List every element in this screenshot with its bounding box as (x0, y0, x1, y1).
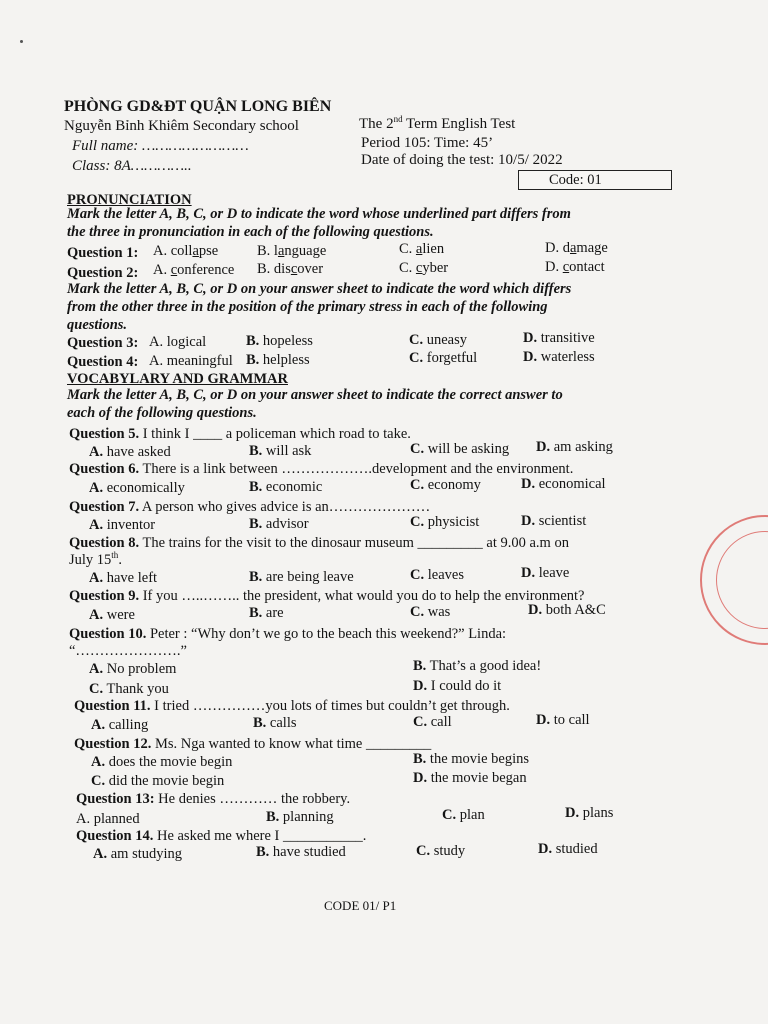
question-13-option-c: C. plan (442, 807, 485, 823)
question-5-option-c: C. will be asking (410, 441, 510, 457)
question-7-stem: Question 7. A person who gives advice is an………………… (69, 499, 431, 515)
test-title: The 2nd Term English Test (359, 114, 516, 132)
official-seal-stamp (700, 515, 768, 645)
question-10-option-a: A. No problem (89, 661, 177, 677)
question-14-stem: Question 14. He asked me where I ___________. (76, 828, 367, 844)
question-5-option-a: A. have asked (89, 444, 171, 460)
question-9-stem: Question 9. If you …..…….. the president, what would you do to help the environment? (69, 588, 585, 604)
question-3-option-c: C. uneasy (409, 332, 467, 348)
question-1-option-a: A. collapse (153, 243, 219, 259)
question-7-option-a: A. inventor (89, 517, 156, 533)
question-3-option-b: B. hopeless (246, 333, 313, 349)
question-2-option-b: B. discover (257, 261, 324, 277)
question-6-option-a: A. economically (89, 480, 185, 496)
page-footer-code: CODE 01/ P1 (324, 898, 397, 913)
question-8-option-d: D. leave (521, 565, 570, 581)
vocabulary-heading: VOCABYLARY AND GRAMMAR (67, 371, 288, 387)
question-2-label: Question 2: (67, 265, 139, 281)
question-9-option-a: A. were (89, 607, 135, 623)
question-8-option-b: B. are being leave (249, 569, 354, 585)
question-4-option-c: C. forgetful (409, 350, 478, 366)
question-11-option-b: B. calls (253, 715, 297, 731)
question-1-label: Question 1: (67, 245, 139, 261)
period-time: Period 105: Time: 45’ (361, 135, 494, 151)
instruction-2-line-3: questions. (67, 317, 128, 333)
department-name: PHÒNG GD&ĐT QUẬN LONG BIÊN (64, 98, 332, 115)
question-5-option-d: D. am asking (536, 439, 613, 455)
question-1-option-d: D. damage (545, 240, 608, 256)
question-7-option-b: B. advisor (249, 516, 309, 532)
instruction-1-line-2: the three in pronunciation in each of the following questions. (67, 224, 434, 240)
question-5-stem: Question 5. I think I ____ a policeman which road to take. (69, 426, 411, 442)
question-10-option-d: D. I could do it (413, 678, 502, 694)
question-10-stem: Question 10. Peter : “Why don’t we go to the beach this weekend?” Linda: (69, 626, 507, 642)
question-12-option-b: B. the movie begins (413, 751, 529, 767)
question-14-option-c: C. study (416, 843, 466, 859)
question-7-option-c: C. physicist (410, 514, 480, 530)
question-12-option-a: A. does the movie begin (91, 754, 233, 770)
class-field: Class: 8A………….. (72, 158, 192, 174)
question-14-option-b: B. have studied (256, 844, 346, 860)
question-2-option-d: D. contact (545, 259, 605, 275)
question-6-stem: Question 6. There is a link between ……………….development and the environment. (69, 461, 574, 477)
question-8-option-c: C. leaves (410, 567, 464, 583)
instruction-2-line-1: Mark the letter A, B, C, or D on your answer sheet to indicate the word which differs (67, 281, 572, 297)
question-11-stem: Question 11. I tried ……………you lots of times but couldn’t get through. (74, 698, 510, 714)
question-14-option-a: A. am studying (93, 846, 183, 862)
question-6-option-d: D. economical (521, 476, 606, 492)
question-4-option-d: D. waterless (523, 349, 595, 365)
code-label: Code: 01 (549, 172, 602, 188)
question-11-option-d: D. to call (536, 712, 590, 728)
speck (20, 40, 23, 43)
code-box (518, 170, 672, 190)
instruction-3-line-2: each of the following questions. (67, 405, 257, 421)
question-4-label: Question 4: (67, 354, 139, 370)
question-8-option-a: A. have left (89, 570, 158, 586)
question-9-option-d: D. both A&C (528, 602, 606, 618)
full-name-field: Full name: …………………… (72, 138, 249, 154)
question-12-option-c: C. did the movie begin (91, 773, 225, 789)
test-date: Date of doing the test: 10/5/ 2022 (361, 152, 563, 168)
question-10-option-b: B. That’s a good idea! (413, 658, 542, 674)
question-2-option-a: A. conference (153, 262, 235, 278)
question-4-option-a: A. meaningful (149, 353, 233, 369)
question-6-option-b: B. economic (249, 479, 323, 495)
question-12-option-d: D. the movie began (413, 770, 527, 786)
question-8-stem-line-2: July 15th. (69, 550, 122, 568)
question-9-option-b: B. are (249, 605, 284, 621)
question-8-stem: Question 8. The trains for the visit to the dinosaur museum _________ at 9.00 a.m on (69, 535, 569, 551)
question-12-stem: Question 12. Ms. Nga wanted to know what time _________ (74, 736, 432, 752)
question-13-option-d: D. plans (565, 805, 614, 821)
instruction-1-line-1: Mark the letter A, B, C, or D to indicate the word whose underlined part differs from (67, 206, 571, 222)
question-13-option-b: B. planning (266, 809, 334, 825)
question-6-option-c: C. economy (410, 477, 481, 493)
question-1-option-b: B. language (257, 243, 327, 259)
question-11-option-c: C. call (413, 714, 452, 730)
seal-inner-ring (716, 531, 768, 629)
school-name: Nguyễn Bỉnh Khiêm Secondary school (64, 118, 299, 134)
question-9-option-c: C. was (410, 604, 451, 620)
question-4-option-b: B. helpless (246, 352, 310, 368)
instruction-2-line-2: from the other three in the position of the primary stress in each of the following (67, 299, 548, 315)
question-10-stem-line-2: “………………….” (69, 643, 187, 659)
question-2-option-c: C. cyber (399, 260, 449, 276)
question-11-option-a: A. calling (91, 717, 149, 733)
question-7-option-d: D. scientist (521, 513, 587, 529)
question-3-option-a: A. logical (149, 334, 207, 350)
pronunciation-heading: PRONUNCIATION (67, 192, 192, 208)
question-14-option-d: D. studied (538, 841, 598, 857)
question-5-option-b: B. will ask (249, 443, 312, 459)
instruction-3-line-1: Mark the letter A, B, C, or D on your answer sheet to indicate the correct answer to (67, 387, 563, 403)
question-3-label: Question 3: (67, 335, 139, 351)
question-13-stem: Question 13: He denies ………… the robbery. (76, 791, 351, 807)
question-3-option-d: D. transitive (523, 330, 595, 346)
question-10-option-c: C. Thank you (89, 681, 169, 697)
question-1-option-c: C. alien (399, 241, 445, 257)
question-13-option-a: A. planned (76, 811, 140, 827)
